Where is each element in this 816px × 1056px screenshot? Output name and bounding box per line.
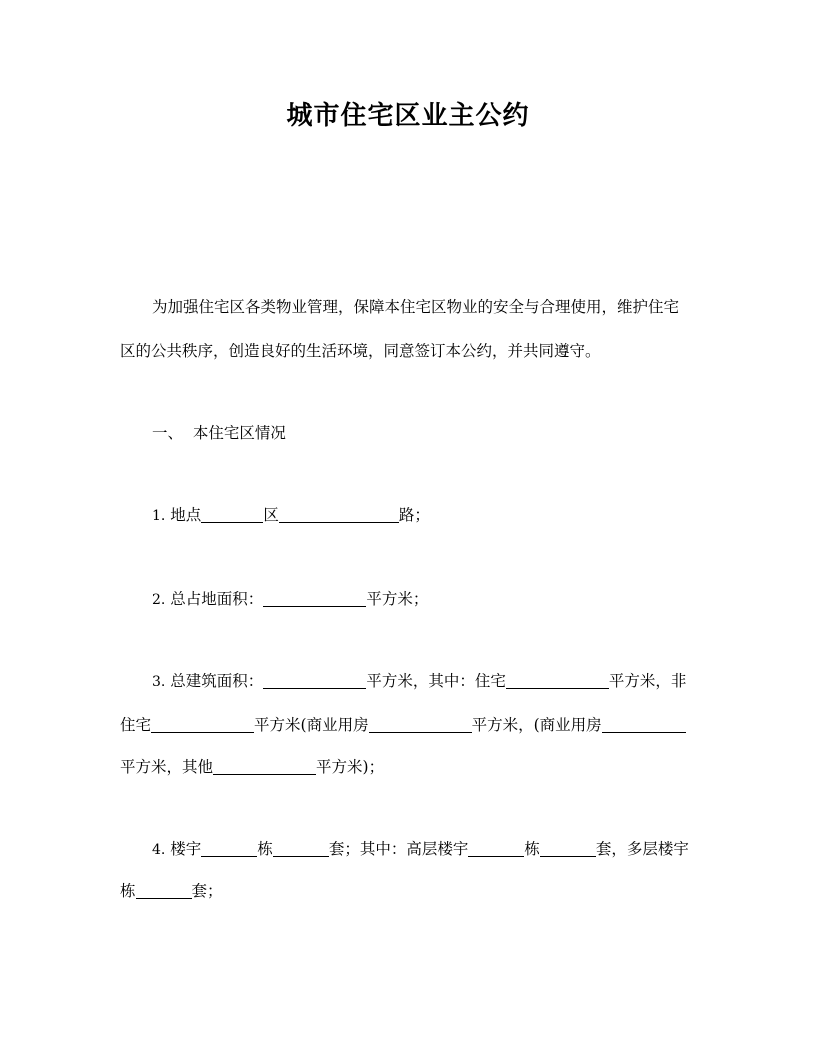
intro-paragraph-line-2 [120,338,700,364]
dong-label-2: 栋 [524,840,540,858]
land-area-unit: 平方米； [366,590,429,608]
intro-line-1-text: 为加强住宅区各类物业管理，保障本住宅区物业的安全与合理使用，维护住宅 [152,298,680,316]
item-3-number: 3. [152,674,166,690]
item-4-buildings-line-2 [120,878,700,904]
dong-label-3: 栋 [120,882,136,900]
non-residential-label: 住宅 [120,716,152,734]
units-count-blank[interactable] [273,838,329,857]
district-blank[interactable] [201,504,263,523]
road-label: 路； [398,506,430,524]
commercial-label-a: 平方米(商业用房 [254,716,369,734]
commercial-a-blank[interactable] [369,714,472,733]
building-area-unit-among: 平方米，其中：住宅 [366,672,506,690]
high-rise-label: 套；其中：高层楼宇 [328,840,469,858]
buildings-count-blank[interactable] [201,838,257,857]
other-label: 平方米，其他 [120,758,214,776]
intro-line-2-text: 区的公共秩序，创造良好的生活环境，同意签订本公约，并共同遵守。 [120,342,601,360]
other-area-blank[interactable] [213,756,316,775]
item-4-buildings-line-1 [120,836,732,863]
building-area-label: 总建筑面积： [170,672,264,690]
road-blank[interactable] [279,504,399,523]
land-area-blank[interactable] [263,588,366,607]
other-unit-end: 平方米)； [316,758,385,776]
item-3-building-area-line-1 [120,668,732,695]
item-3-building-area-line-3 [120,754,700,780]
document-title: 城市住宅区业主公约 [286,101,530,131]
high-rise-units-blank[interactable] [540,838,596,857]
residential-area-blank[interactable] [506,670,609,689]
item-1-number: 1. [152,508,166,524]
commercial-b-blank[interactable] [602,714,686,733]
item-3-building-area-line-2 [120,712,700,738]
intro-paragraph-line-1 [120,294,736,320]
section-heading-text: 一、 本住宅区情况 [152,424,286,442]
residential-unit-non: 平方米，非 [608,672,687,690]
land-area-label: 总占地面积： [170,590,264,608]
item-2-land-area [120,586,732,613]
high-rise-count-blank[interactable] [468,838,524,857]
multi-storey-label: 套，多层楼宇 [595,840,689,858]
item-1-location [120,502,732,529]
item-4-number: 4. [152,842,166,858]
units-end-label: 套； [191,882,223,900]
building-area-blank[interactable] [263,670,366,689]
dong-label: 栋 [257,840,273,858]
item-2-number: 2. [152,592,166,608]
district-label: 区 [263,506,279,524]
multi-storey-units-blank[interactable] [136,880,192,899]
section-heading-1 [120,420,732,446]
location-label: 地点 [170,506,202,524]
non-residential-blank[interactable] [151,714,254,733]
buildings-label: 楼宇 [170,840,202,858]
commercial-label-b: 平方米，(商业用房 [471,716,602,734]
